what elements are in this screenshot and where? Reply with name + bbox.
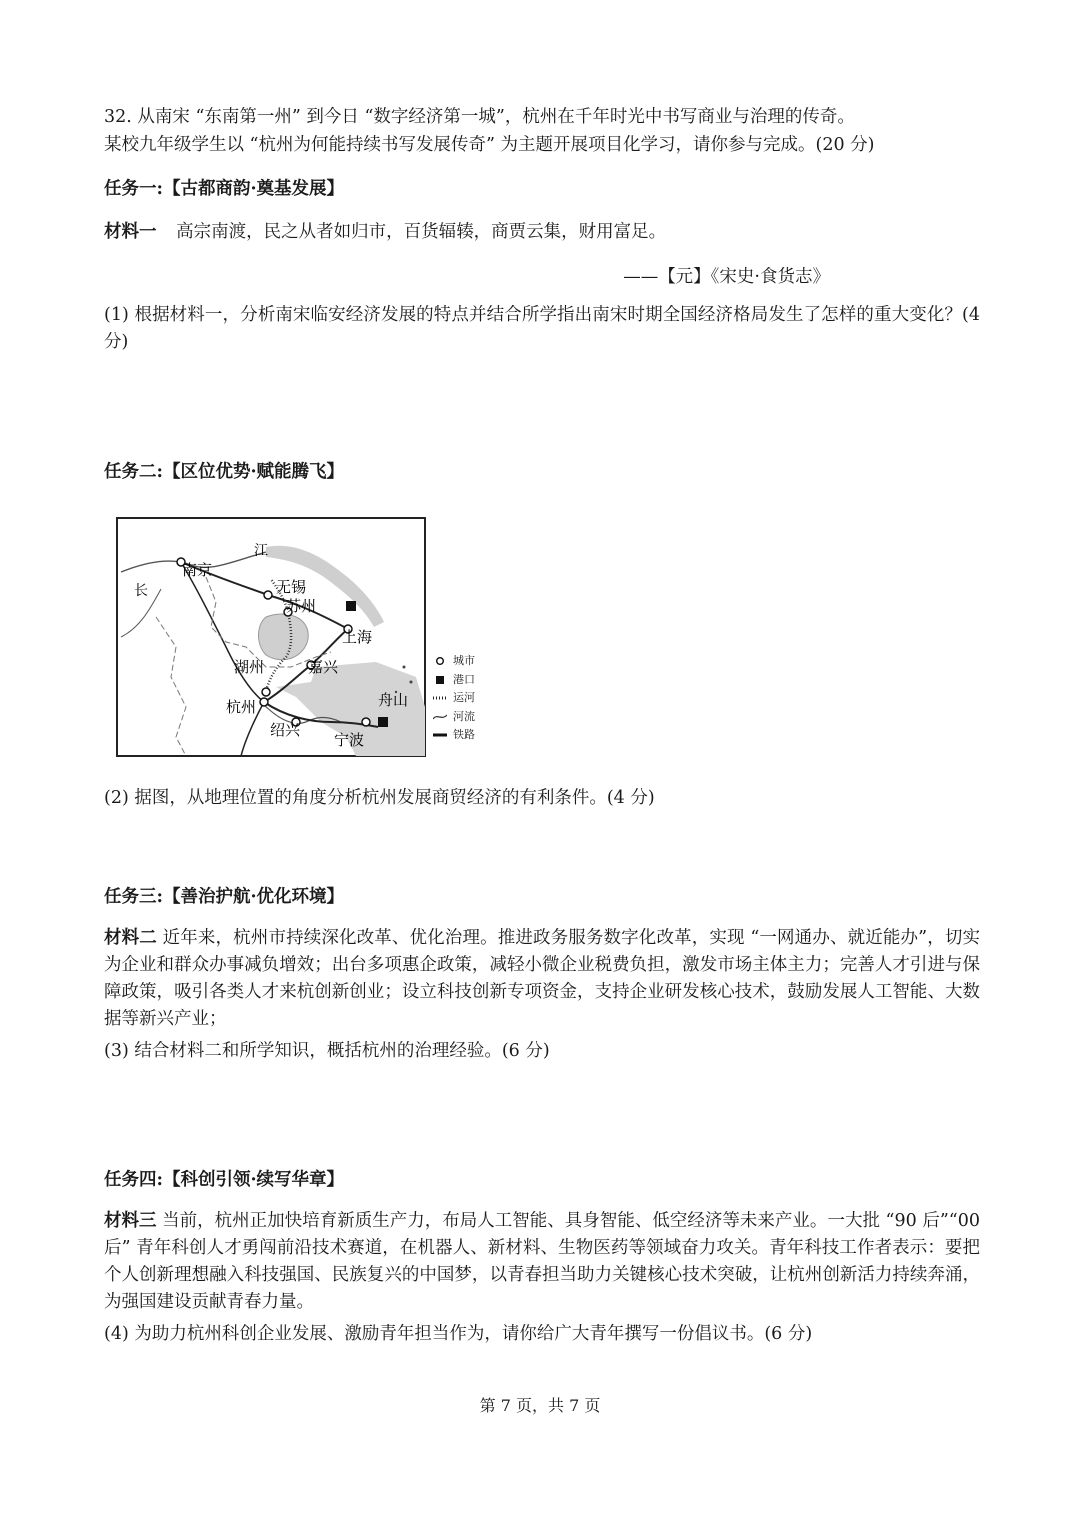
- map-label-hangzhou: 杭州: [226, 698, 257, 716]
- material-1-source: ——【元】《宋史·食货志》: [623, 267, 830, 287]
- city-marker: [262, 688, 270, 696]
- map-label-jiang: 江: [254, 543, 268, 559]
- question-4: (4) 为助力杭州科创企业发展、激励青年担当作为，请你给广大青年撰写一份倡议书。(6 分): [104, 1324, 813, 1344]
- map-legend: [433, 652, 475, 745]
- intro-line-2: 某校九年级学生以 “杭州为何能持续书写发展传奇” 为主题开展项目化学习，请你参与完成。(20 分): [104, 135, 875, 155]
- question-2: (2) 据图，从地理位置的角度分析杭州发展商贸经济的有利条件。(4 分): [104, 788, 655, 808]
- material-2: [104, 925, 980, 1033]
- question-1: (1) 根据材料一，分析南宋临安经济发展的特点并结合所学指出南宋时期全国经济格局发生了怎样的重大变化？(4 分): [104, 305, 980, 352]
- port-marker: [346, 601, 356, 611]
- task2-title: 任务二:【区位优势·赋能腾飞】: [104, 462, 345, 482]
- material-3-label: 材料三: [104, 1211, 157, 1231]
- map-label-zhoushan: 舟山: [378, 691, 409, 709]
- material-1-text: 高宗南渡，民之从者如归市，百货辐辏，商贾云集，财用富足。: [176, 222, 667, 242]
- task4-title: 任务四:【科创引领·续写华章】: [104, 1170, 345, 1190]
- question-intro: [104, 103, 980, 159]
- material-1-label: 材料一: [104, 222, 157, 242]
- material-2-label: 材料二: [104, 928, 157, 948]
- island: [410, 681, 413, 684]
- task1-title: 任务一:【古都商韵·奠基发展】: [104, 179, 345, 199]
- legend-city: 城市: [433, 652, 475, 671]
- map-label-jiaxing: 嘉兴: [308, 658, 339, 676]
- material-3-text: 当前，杭州正加快培育新质生产力，布局人工智能、具身智能、低空经济等未来产业。一大批 “90 后”“00 后” 青年科创人才勇闯前沿技术赛道，在机器人、新材料、生物医药等领域奋力攻关。青年科技工作者表示：要把个人创新理想融入科技强国、民族复兴的中国梦，以青春担当助力关键核心技术突破，让杭州创新活力持续奔涌，为强国建设贡献青春力量。: [104, 1211, 980, 1312]
- material-2-text: 近年来，杭州市持续深化改革、优化治理。推进政务服务数字化改革，实现 “一网通办、就近能办”，切实为企业和群众办事减负增效；出台多项惠企政策，减轻小微企业税费负担，激发市场主体主力；完善人才引进与保障政策，吸引各类人才来杭创新创业；设立科技创新专项资金，支持企业研发核心技术，鼓励发展人工智能、大数据等新兴产业；: [104, 928, 980, 1029]
- material-1: [104, 218, 980, 246]
- river-legend-icon: [433, 713, 447, 721]
- city-marker: [264, 591, 272, 599]
- map-label-suzhou: 苏州: [286, 597, 317, 615]
- map-label-chang: 长: [134, 583, 148, 599]
- island: [403, 666, 406, 669]
- map-label-nanjing: 南京: [182, 561, 213, 579]
- legend-port: 港口: [433, 671, 475, 690]
- map-label-shaoxing: 绍兴: [270, 721, 301, 739]
- port-marker: [378, 717, 388, 727]
- question-3: (3) 结合材料二和所学知识，概括杭州的治理经验。(6 分): [104, 1041, 550, 1061]
- map-label-wuxi: 无锡: [276, 578, 307, 596]
- page-number: 第 7 页，共 7 页: [479, 1396, 601, 1415]
- taihu-lake: [259, 614, 309, 660]
- railway-legend-icon: [433, 731, 447, 739]
- task3-title: 任务三:【善治护航·优化环境】: [104, 887, 345, 907]
- port-legend-icon: [433, 675, 447, 685]
- material-3: [104, 1208, 980, 1316]
- city-marker: [260, 698, 268, 706]
- intro-line-1: 32. 从南宋 “东南第一州” 到今日 “数字经济第一城”，杭州在千年时光中书写商业与治理的传奇。: [104, 107, 855, 127]
- map-label-shanghai: 上海: [342, 628, 373, 646]
- region-map: [116, 517, 426, 757]
- legend-canal: 运河: [433, 689, 475, 708]
- map-label-ningbo: 宁波: [334, 731, 365, 749]
- legend-river: 河流: [433, 708, 475, 727]
- legend-railway: 铁路: [433, 726, 475, 745]
- city-legend-icon: [433, 656, 447, 666]
- map-label-huzhou: 湖州: [234, 658, 265, 676]
- canal-legend-icon: [433, 694, 447, 702]
- city-marker: [362, 718, 370, 726]
